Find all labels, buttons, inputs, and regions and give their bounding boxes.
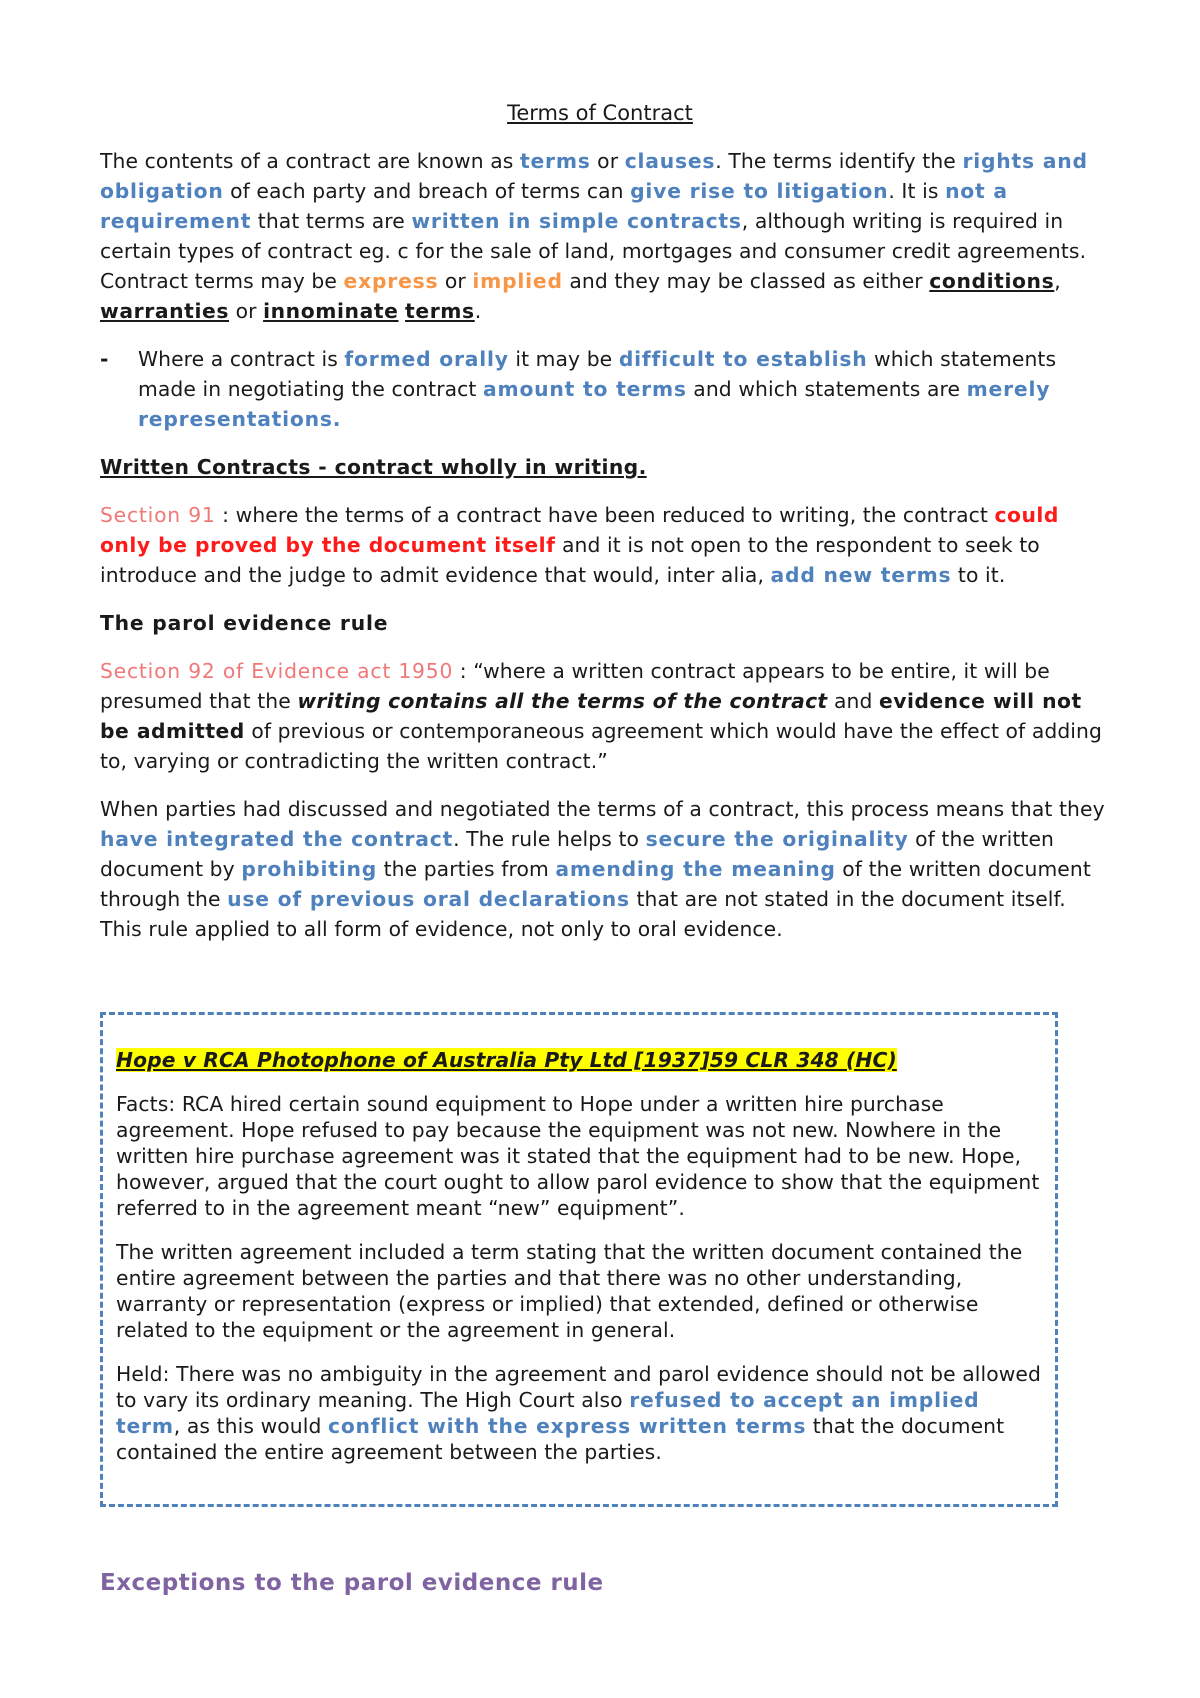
term-proved: could only be proved by the document itself	[100, 503, 1059, 557]
document-title: Terms of Contract	[507, 101, 693, 125]
text-run: that are not stated in the document itself. This rule applied to all form of evidence, not only to oral evidence.	[100, 887, 1066, 941]
text-run: . The terms identify the	[715, 149, 963, 173]
term-warranties: warranties	[100, 299, 230, 323]
text-run: Held: There was no ambiguity in the agreement and parol evidence should not be allowed to vary its ordinary meaning. The High Court also	[116, 1362, 1041, 1412]
term-prohibiting: prohibiting	[241, 857, 378, 881]
intro-paragraph	[100, 146, 1110, 326]
document-body	[100, 98, 1110, 962]
text-run: . The rule helps to	[453, 827, 646, 851]
text-run: and they may be classed as either	[562, 269, 930, 293]
section-91-paragraph	[100, 500, 1110, 590]
term-amount: amount to terms	[483, 377, 687, 401]
term-merely: merely representations.	[138, 377, 1051, 431]
text-run: and which statements are	[686, 377, 967, 401]
text-run: : where the terms of a contract have been reduced to writing, the contract	[215, 503, 995, 527]
text-run: that terms are	[251, 209, 412, 233]
text-run: Where a contract is	[138, 347, 345, 371]
parol-heading: The parol evidence rule	[100, 611, 389, 635]
text-run: of the written document through the	[100, 857, 1091, 911]
text-run: The contents of a contract are known as	[100, 149, 520, 173]
term-secure: secure the originality	[645, 827, 909, 851]
term-implied: implied	[472, 269, 563, 293]
text-run: that the document contained the entire agreement between the parties.	[116, 1414, 1005, 1464]
term-express: express	[343, 269, 439, 293]
term-integrated: have integrated the contract	[100, 827, 454, 851]
case-box	[100, 1012, 1058, 1507]
text-run: ,	[1054, 269, 1061, 293]
term-add-new: add new terms	[770, 563, 952, 587]
term-conflict: conflict with the express written terms	[328, 1414, 807, 1438]
term-writing-contains: writing contains all the terms of the contract	[297, 689, 828, 713]
term-written-simple: written in simple contracts	[411, 209, 742, 233]
text-run: of previous or contemporaneous agreement which would have the effect of adding to, varying or contradicting the written contract.”	[100, 719, 1102, 773]
case-agreement: The written agreement included a term stating that the written document contained the entire agreement between the parties and that there was no other understanding, warranty or representation (express or implied) that extended, defined or otherwise related to the equipment or the agreement in general.	[116, 1240, 1023, 1342]
term-refused: refused to accept an implied term	[116, 1388, 980, 1438]
bullet-dash: -	[100, 347, 109, 371]
term-conditions: conditions	[929, 269, 1055, 293]
text-run: , as this would	[173, 1414, 328, 1438]
term-terms: terms	[519, 149, 591, 173]
section-92-paragraph	[100, 656, 1110, 776]
term-clauses: clauses	[624, 149, 716, 173]
text-run: .	[474, 299, 482, 323]
term-terms-underlined: terms	[405, 299, 475, 323]
term-formed-orally: formed orally	[344, 347, 509, 371]
text-run: and	[827, 689, 879, 713]
section-92-label: Section 92 of Evidence act 1950	[100, 659, 454, 683]
text-run: to it.	[951, 563, 1006, 587]
term-rights: rights and obligation	[100, 149, 1088, 203]
text-run: or	[438, 269, 473, 293]
text-run: the parties from	[377, 857, 556, 881]
case-facts: Facts: RCA hired certain sound equipment to Hope under a written hire purchase agreement. Hope refused to pay because the equipment was not new. Nowhere in the written hire purchase agreement was it stated that the equipment had to be new. Hope, however, argued that the court ought to allow parol evidence to show that the equipment referred to in the agreement meant “new” equipment”.	[116, 1092, 1040, 1220]
text-run: which statements made in negotiating the contract	[138, 347, 1057, 401]
term-difficult: difficult to establish	[618, 347, 868, 371]
term-amending: amending the meaning	[555, 857, 836, 881]
section-91-label: Section 91	[100, 503, 216, 527]
exceptions-heading: Exceptions to the parol evidence rule	[100, 1570, 604, 1596]
text-run: : “where a written contract appears to be entire, it will be presumed that the	[100, 659, 1050, 713]
text-run: it may be	[508, 347, 619, 371]
term-innominate: innominate	[263, 299, 399, 323]
written-contracts-heading: Written Contracts - contract wholly in writing.	[100, 455, 647, 479]
text-run: , although writing is required in certain types of contract eg. c for the sale of land, mortgages and consumer credit agreements. Contract terms may be	[100, 209, 1087, 293]
term-not-admitted: evidence will not be admitted	[100, 689, 1082, 743]
term-not-requirement: not a requirement	[100, 179, 1008, 233]
term-use-previous: use of previous oral declarations	[227, 887, 630, 911]
text-run: of each party and breach of terms can	[223, 179, 631, 203]
term-litigation: give rise to litigation	[630, 179, 889, 203]
text-run: or	[229, 299, 264, 323]
text-run: When parties had discussed and negotiated the terms of a contract, this process means that they	[100, 797, 1105, 821]
case-content	[116, 1047, 1046, 1483]
text-run: . It is	[888, 179, 946, 203]
case-title-line	[116, 1047, 1046, 1073]
bullet-item	[100, 344, 1110, 434]
text-run: and it is not open to the respondent to seek to introduce and the judge to admit evidence that would, inter alia,	[100, 533, 1040, 587]
parties-paragraph	[100, 794, 1110, 944]
text-run: or	[590, 149, 625, 173]
case-title: Hope v RCA Photophone of Australia Pty Ltd [1937]59 CLR 348 (HC)	[116, 1048, 897, 1072]
case-held	[116, 1361, 1046, 1465]
text-run: of the written document by	[100, 827, 1055, 881]
